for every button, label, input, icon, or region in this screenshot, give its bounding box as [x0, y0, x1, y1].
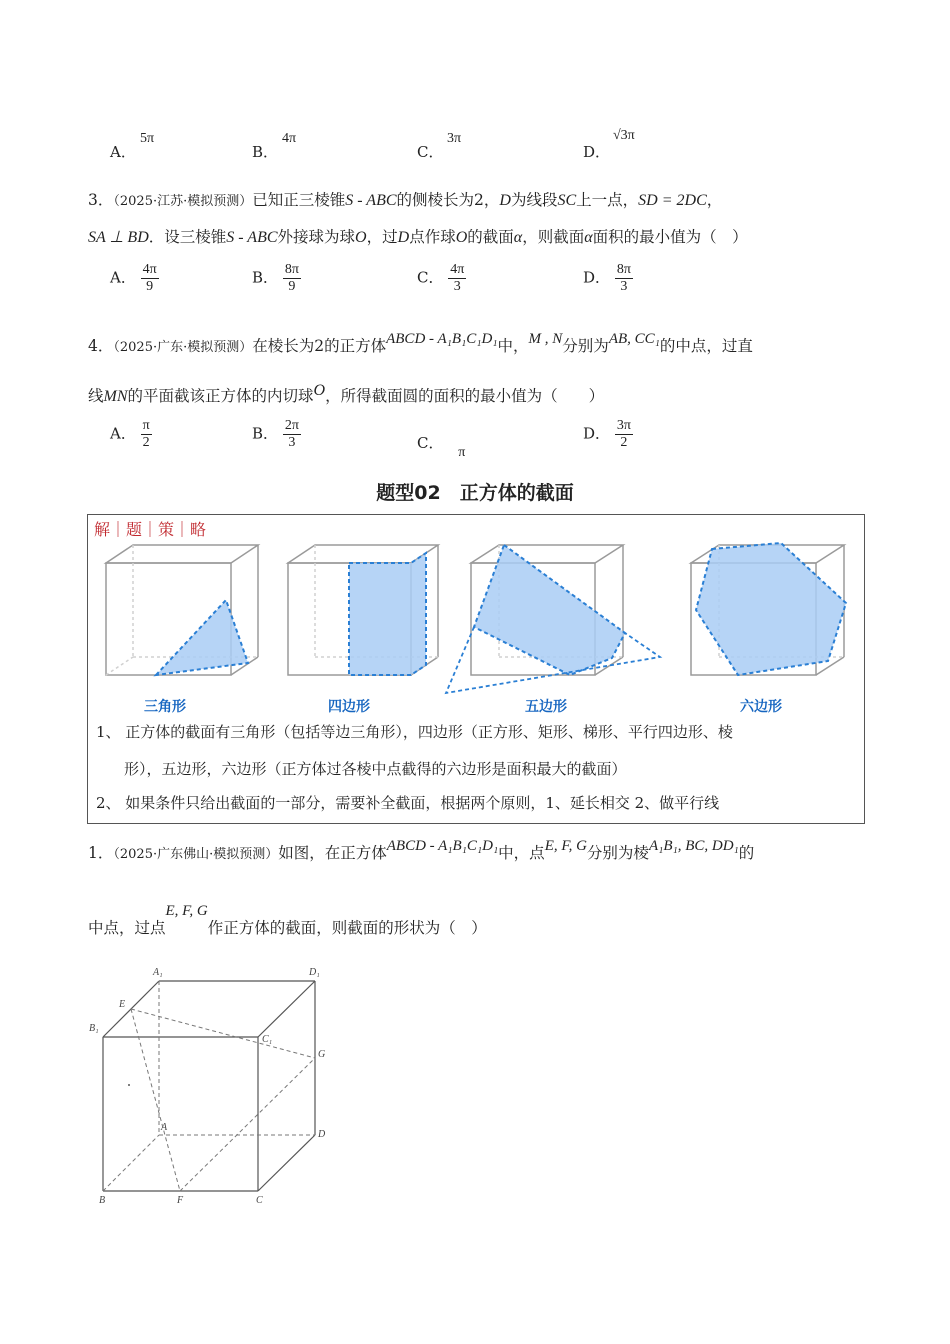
q3-line1: 3．（2025·江苏·模拟预测）已知正三棱锥S - ABC的侧棱长为2，D为线段SC上一点，SD = 2DC，	[88, 191, 723, 209]
label-c1: C₁	[262, 1034, 273, 1045]
q1-source: （2025·广东佛山·模拟预测）	[113, 847, 279, 862]
caption-triangle: 三角形	[144, 699, 186, 715]
label-b1: B₁	[89, 1023, 99, 1034]
prev-option-a: A．	[110, 143, 136, 161]
q3-option-d: D． $\frac{8\pi}{3}$	[583, 262, 631, 294]
triangle-section	[156, 600, 248, 675]
prev-option-c: C．	[417, 143, 444, 161]
section-title: 题型02 正方体的截面	[376, 482, 574, 504]
q3-source: （2025·江苏·模拟预测）	[113, 194, 253, 209]
label-d1: D₁	[309, 967, 320, 978]
label-d: D	[318, 1129, 326, 1140]
label-c: C	[256, 1195, 263, 1206]
cube-figure	[85, 960, 345, 1210]
q4-option-c: C． π	[417, 434, 466, 460]
quadrilateral-section	[349, 553, 426, 675]
q1-line2: 中点，过点E, F, G作正方体的截面，则截面的形状为（ ）	[88, 903, 487, 937]
q1-number: 1．	[88, 844, 114, 862]
prev-option-b: B．	[252, 143, 279, 161]
caption-pentagon: 五边形	[525, 699, 567, 715]
q3-number: 3．	[88, 191, 114, 209]
prev-option-d-value: √3π	[613, 128, 635, 143]
strategy-header: 解｜题｜策｜略	[94, 520, 207, 539]
q3-option-b: B． $\frac{8\pi}{9}$	[252, 262, 299, 294]
q4-option-b: B． $\frac{2\pi}{3}$	[252, 418, 299, 450]
q3-line2: SA ⊥ BD．设三棱锥S - ABC外接球为球O，过D点作球O的截面α，则截面α面积的最小值为（ ）	[88, 228, 748, 246]
label-b: B	[99, 1195, 106, 1206]
section-shapes-figure	[88, 515, 862, 705]
strategy-point-1-cont: 形），五边形，六边形（正方体过各棱中点截得的六边形是面积最大的截面）	[124, 760, 627, 778]
q4-line1: 4．（2025·广东·模拟预测）在棱长为2的正方体ABCD - A₁B₁C₁D₁中，M , N分别为AB, CC₁的中点，过直	[88, 331, 753, 355]
prev-option-b-value: 4π	[282, 131, 297, 146]
pentagon-section	[474, 545, 625, 675]
q3-option-c: C． $\frac{4\pi}{3}$	[417, 262, 465, 294]
q4-option-d: D． $\frac{3\pi}{2}$	[583, 418, 631, 450]
q4-line2: 线MN的平面截该正方体的内切球O，所得截面圆的面积的最小值为（ ）	[88, 382, 605, 405]
prev-option-c-value: 3π	[447, 131, 462, 146]
q4-option-a: A． $\frac{\pi}{2}$	[110, 418, 150, 450]
label-f: F	[177, 1195, 184, 1206]
prev-option-a-value: 5π	[140, 131, 155, 146]
q3-option-a: A． $\frac{4\pi}{9}$	[110, 262, 157, 294]
q4-source: （2025·广东·模拟预测）	[113, 340, 253, 355]
strategy-point-1: 1、 正方体的截面有三角形（包括等边三角形），四边形（正方形、矩形、梯形、平行四边形、棱	[96, 723, 733, 741]
q1-line1: 1．（2025·广东佛山·模拟预测）如图，在正方体ABCD - A₁B₁C₁D₁中，点E, F, G分别为棱A₁B₁, BC, DD₁的	[88, 838, 755, 862]
prev-option-d: D．	[583, 143, 611, 161]
q4-number: 4．	[88, 337, 114, 355]
caption-hexagon: 六边形	[740, 699, 782, 715]
label-g: G	[318, 1049, 326, 1060]
label-a1: A₁	[153, 967, 163, 978]
caption-quadrilateral: 四边形	[328, 699, 370, 715]
strategy-point-2: 2、 如果条件只给出截面的一部分，需要补全截面，根据两个原则，1、延长相交 2、做平行线	[96, 794, 720, 812]
label-a: A	[161, 1122, 168, 1133]
label-e: E	[119, 999, 126, 1010]
